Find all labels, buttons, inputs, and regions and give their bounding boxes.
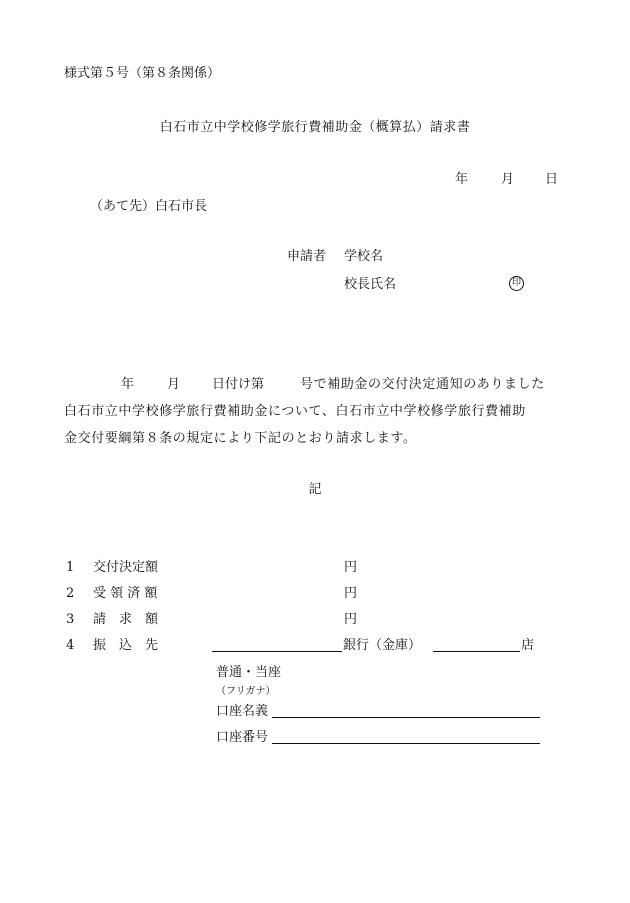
body-line1: 号で補助金の交付決定通知のありました bbox=[300, 377, 545, 392]
yen-unit: 円 bbox=[344, 586, 358, 601]
account-type[interactable]: 普通・当座 bbox=[216, 665, 282, 680]
item-number: 2 bbox=[66, 586, 75, 601]
addressee: （あて先）白石市長 bbox=[90, 199, 208, 214]
branch-label: 店 bbox=[521, 638, 535, 653]
document-title: 白石市立中学校修学旅行費補助金（概算払）請求書 bbox=[159, 120, 471, 135]
branch-name-line[interactable] bbox=[433, 651, 520, 652]
date-day-label: 日 bbox=[545, 172, 559, 187]
ki-heading: 記 bbox=[308, 482, 322, 497]
item-number: 3 bbox=[66, 612, 75, 627]
applicant-label: 申請者 bbox=[287, 249, 327, 264]
seal-mark: 印 bbox=[509, 276, 524, 291]
grant-decision-amount-label: 交付決定額 bbox=[93, 560, 159, 575]
item-number: 4 bbox=[66, 638, 75, 653]
form-number: 様式第５号（第８条関係） bbox=[64, 66, 221, 81]
account-number-line[interactable] bbox=[272, 743, 540, 744]
body-line2: 白石市立中学校修学旅行費補助金について、白石市立中学校修学旅行費補助 bbox=[64, 404, 526, 419]
yen-unit: 円 bbox=[344, 612, 358, 627]
body-year-label: 年 bbox=[121, 377, 135, 392]
received-amount-label: 受 領 済 額 bbox=[93, 586, 158, 601]
account-name-label: 口座名義 bbox=[216, 704, 269, 719]
principal-name-label: 校長氏名 bbox=[344, 277, 397, 292]
account-name-line[interactable] bbox=[272, 717, 540, 718]
yen-unit: 円 bbox=[344, 560, 358, 575]
claim-amount-label: 請 求 額 bbox=[93, 612, 159, 627]
date-month-label: 月 bbox=[501, 172, 515, 187]
account-number-label: 口座番号 bbox=[216, 730, 269, 745]
body-dated-label: 日付け第 bbox=[212, 377, 265, 392]
body-line3: 金交付要綱第８条の規定により下記のとおり請求します。 bbox=[64, 431, 417, 446]
item-number: 1 bbox=[66, 560, 75, 575]
body-month-label: 月 bbox=[167, 377, 181, 392]
bank-label: 銀行（金庫） bbox=[343, 638, 422, 653]
bank-name-line[interactable] bbox=[212, 651, 342, 652]
date-year-label: 年 bbox=[455, 172, 469, 187]
furigana-label: （フリガナ） bbox=[216, 686, 276, 697]
transfer-destination-label: 振 込 先 bbox=[93, 638, 159, 653]
school-name-label: 学校名 bbox=[344, 249, 384, 264]
